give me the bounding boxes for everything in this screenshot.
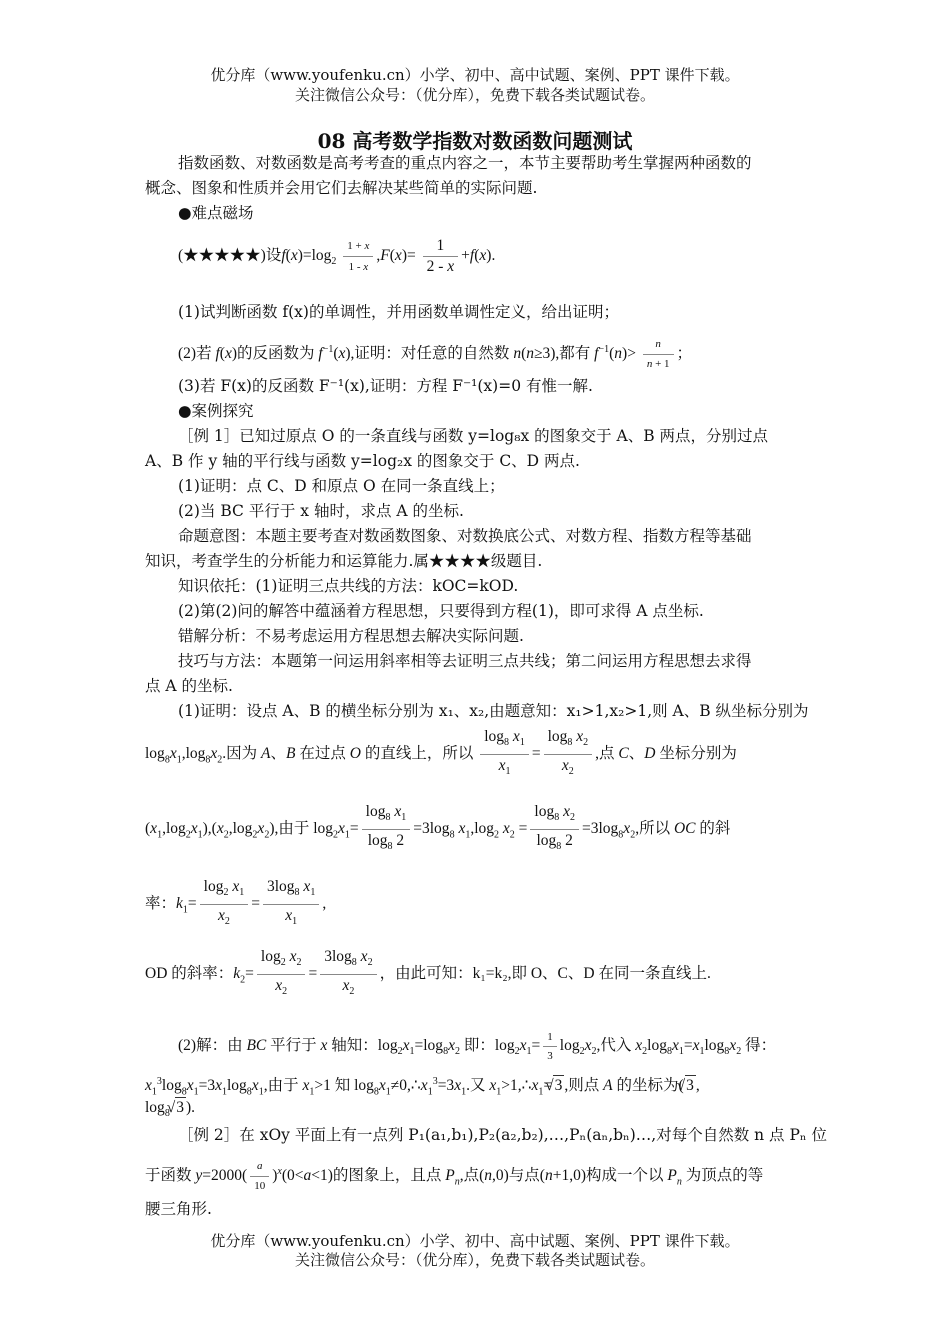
proof-line-2: $\log_8x_1,\log_8x_2$.因为 A、B 在过点 O 的直线上，所以 $\frac{\log_8 x_1}{x_1}$ = $\frac{\log_8 x_2}{x_2}$ ,点 C、D 坐标分别为 xyxy=(145,728,810,778)
problem-question-2: (2)若 f(x)的反函数为 $f^{-1}(x)$,证明：对任意的自然数 n(n≥3),都有 $f^{-1}(n)>$ $\frac{n}{n + 1}$ ； xyxy=(178,338,693,371)
page-title: 08 高考数学指数对数函数问题测试 xyxy=(317,129,633,153)
page-footer-line-1: 优分库（www.youfenku.cn）小学、初中、高中试题、案例、PPT 课件下载。 xyxy=(210,1232,740,1250)
fraction-log8x1-over-x1: $\frac{\log_8 x_1}{x_1}$ xyxy=(480,728,529,781)
method-line-1: 技巧与方法：本题第一问运用斜率相等去证明三点共线；第二问运用方程思想去求得 xyxy=(178,652,752,670)
example-1-question-2: (2)当 BC 平行于 x 轴时，求点 A 的坐标. xyxy=(178,502,464,520)
conclusion-text: ，由此可知：k₁=k₂,即 O、C、D 在同一条直线上. xyxy=(379,965,711,983)
intent-line-1: 命题意图：本题主要考查对数函数图象、对数换底公式、对数方程、指数方程等基础 xyxy=(178,527,752,545)
fraction-k2-a: $\frac{\log_2 x_2}{x_2}$ xyxy=(257,948,306,1001)
problem-statement: (★★★★★)设$f(x)=\log_2$ $\frac{1 + x}{1 - x}$ ,F(x)= $\frac{1}{2 - x}$ +f(x). xyxy=(178,236,496,275)
fraction-n-over-n1: $\frac{n}{n + 1}$ xyxy=(643,337,674,372)
solution-2-line-2: $x_1^3\log_8x_1=3x_1\log_8x_1$,由于 $x_1>1$ 知 $\log_8x_1\ne 0,\therefore x_1^3=3x_1$.又 $x_1>1,\therefore x_1=√$ 3 ,则点 A 的坐标为(√ 3 , xyxy=(145,1072,810,1102)
fraction-one-third: $\frac{1}{3}$ xyxy=(543,1030,557,1063)
problem-question-3: (3)若 F(x)的反函数 F⁻¹(x),证明：方程 F⁻¹(x)=0 有惟一解. xyxy=(178,377,593,395)
example-1-line-2: A、B 作 y 轴的平行线与函数 y=log₂x 的图象交于 C、D 两点. xyxy=(145,452,580,470)
page-header-line-1: 优分库（www.youfenku.cn）小学、初中、高中试题、案例、PPT 课件下载。 xyxy=(210,66,740,84)
proof-line-k2: OD 的斜率：$k_2=$ $\frac{\log_2 x_2}{x_2}$ = $\frac{3\log_8 x_2}{x_2}$ ，由此可知：k₁=k₂,即 O、C、D 在同一条直线上. xyxy=(145,948,810,998)
fraction-k1-b: $\frac{3\log_8 x_1}{x_1}$ xyxy=(263,878,319,931)
proof-line-3: $(x_1,\log_2x_1),(x_2,\log_2x_2)$,由于 $\log_2x_1=$ $\frac{\log_8 x_1}{\log_8 2}$ $=3\log_8$ $x_1,\log_2$ $x_2$ = $\frac{\log_8 x_2}{\log_8 2}$ $=3\log_8x_2$,所以 OC 的斜 xyxy=(145,803,810,853)
fraction-1px-over-1mx: $\frac{1 + x}{1 - x}$ xyxy=(343,238,373,275)
fraction-log8x2-over-log82: $\frac{\log_8 x_2}{\log_8 2}$ xyxy=(530,803,579,856)
fraction-log8x2-over-x2: $\frac{\log_8 x_2}{x_2}$ xyxy=(544,728,593,781)
example-1-question-1: (1)证明：点 C、D 和原点 O 在同一条直线上； xyxy=(178,477,505,495)
problem-question-1: (1)试判断函数 f(x)的单调性，并用函数单调性定义，给出证明； xyxy=(178,303,619,321)
error-analysis: 错解分析：不易考虑运用方程思想去解决实际问题. xyxy=(178,627,524,645)
problem-stars: (★★★★★)设 xyxy=(178,247,282,264)
od-slope-label: OD 的斜率： xyxy=(145,965,234,983)
section-heading-cases: ●案例探究 xyxy=(178,402,254,420)
example-2-line-1: ［例 2］在 xOy 平面上有一点列 P₁(a₁,b₁),P₂(a₂,b₂),…,Pₙ(aₙ,bₙ)…,对每个自然数 n 点 Pₙ 位 xyxy=(178,1126,828,1144)
intent-line-2: 知识，考查学生的分析能力和运算能力.属★★★★级题目. xyxy=(145,552,543,570)
fraction-a-over-10: $\frac{a}{10}$ xyxy=(250,1159,269,1194)
method-line-2: 点 A 的坐标. xyxy=(145,677,233,695)
page-header-line-2: 关注微信公众号：（优分库），免费下载各类试题试卷。 xyxy=(294,86,655,104)
fraction-1-over-2mx: $\frac{1}{2 - x}$ xyxy=(423,238,459,275)
section-heading-difficulty: ●难点磁场 xyxy=(178,204,254,222)
proof-line-k1: 率：$k_1=$ $\frac{\log_2 x_1}{x_2}$ = $\frac{3\log_8 x_1}{x_1}$ , xyxy=(145,878,810,928)
intro-line-2: 概念、图象和性质并会用它们去解决某些简单的实际问题. xyxy=(145,179,538,197)
proof-line-1: (1)证明：设点 A、B 的横坐标分别为 x₁、x₂,由题意知：x₁>1,x₂>1,则 A、B 纵坐标分别为 xyxy=(178,702,809,720)
page-footer-line-2: 关注微信公众号：（优分库），免费下载各类试题试卷。 xyxy=(294,1251,655,1269)
example-2-line-3: 腰三角形. xyxy=(145,1200,212,1218)
fraction-log8x1-over-log82: $\frac{\log_8 x_1}{\log_8 2}$ xyxy=(362,803,411,856)
fraction-k1-a: $\frac{\log_2 x_1}{x_2}$ xyxy=(200,878,249,931)
solution-2-line-1: (2)解：由 BC 平行于 x 轴知：$\log_2x_1=\log_8x_2$ 即：$\log_2x_1=$ $\frac{1}{3}$ $\log_2x_2$,代入 $x_2\log_8x_1=x_1\log_8x_2$ 得： xyxy=(178,1030,777,1062)
solution-2-line-3: $\log_8$ √ 3 ). xyxy=(145,1097,810,1124)
basis-line-2: (2)第(2)问的解答中蕴涵着方程思想，只要得到方程(1)，即可求得 A 点坐标. xyxy=(178,602,704,620)
intro-line-1: 指数函数、对数函数是高考考查的重点内容之一，本节主要帮助考生掌握两种函数的 xyxy=(178,154,752,172)
fraction-k2-b: $\frac{3\log_8 x_2}{x_2}$ xyxy=(320,948,376,1001)
example-1-line-1: ［例 1］已知过原点 O 的一条直线与函数 y=log₈x 的图象交于 A、B 两点，分别过点 xyxy=(178,427,769,445)
basis-line-1: 知识依托：(1)证明三点共线的方法：kOC=kOD. xyxy=(178,577,519,595)
example-2-line-2: 于函数 y=2000( $\frac{a}{10}$ )$^x$(0<a<1)的图象上，且点 $P_n$,点(n,0)与点(n+1,0)构成一个以 $P_n$ 为顶点的等 xyxy=(145,1160,764,1193)
